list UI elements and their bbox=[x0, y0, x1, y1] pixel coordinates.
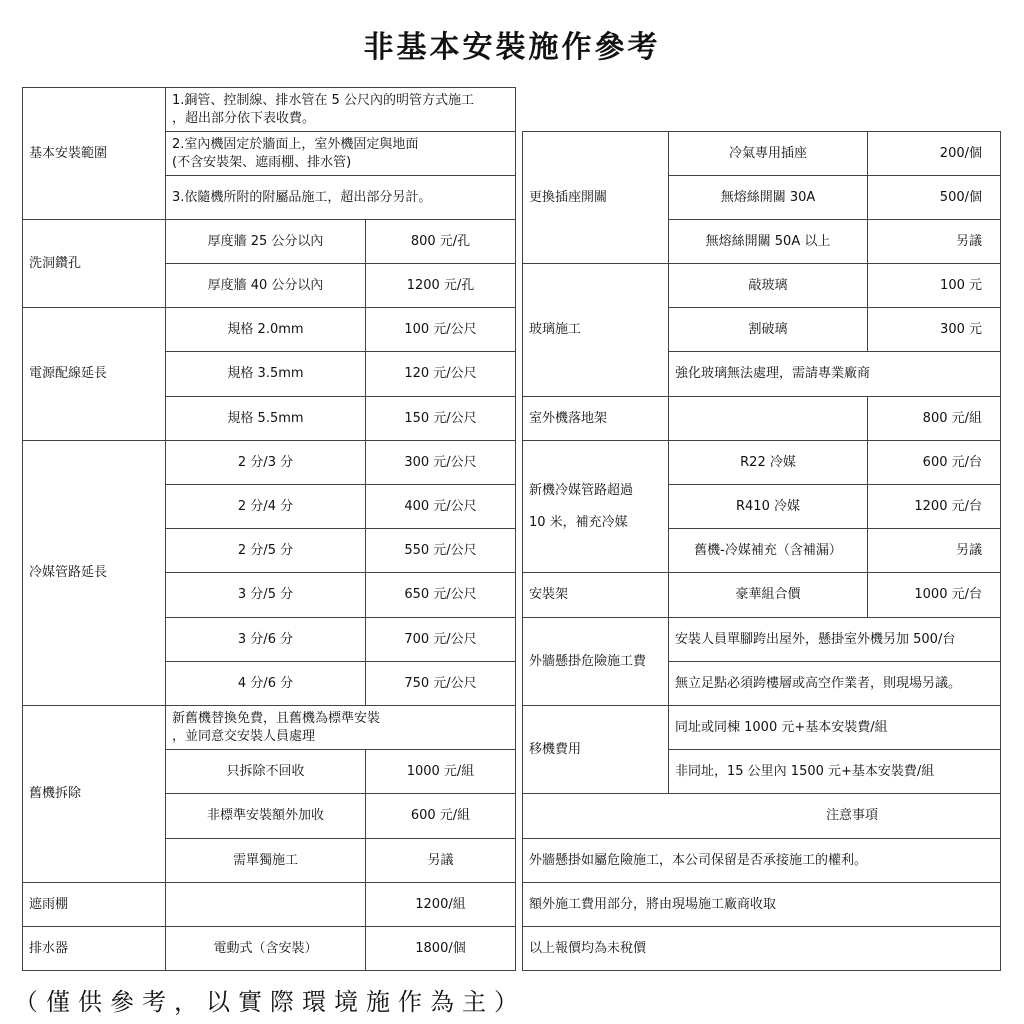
notes-item: 額外施工費用部分，將由現場施工廠商收取 bbox=[522, 882, 1001, 927]
relocation-fee-note: 非同址，15 公里內 1500 元+基本安裝費/組 bbox=[668, 749, 1001, 794]
refrigerant-pipe-item: 3 分/5 分 bbox=[165, 572, 366, 618]
basic-scope-item-1-line-a: 1.銅管、控制線、排水管在 5 公尺內的明管方式施工 bbox=[172, 92, 474, 108]
refrigerant-pipe-price: 750 元/公尺 bbox=[365, 661, 516, 706]
old-unit-removal-price: 600 元/組 bbox=[365, 793, 516, 839]
refrigerant-pipe-item: 2 分/4 分 bbox=[165, 484, 366, 529]
exterior-wall-danger-note: 安裝人員單腳跨出屋外，懸掛室外機另加 500/台 bbox=[668, 617, 1001, 662]
drill-price: 800 元/孔 bbox=[365, 219, 516, 264]
power-wire-label: 電源配線延長 bbox=[22, 307, 166, 441]
new-unit-refrigerant-label-line-b: 10 米，補充冷媒 bbox=[529, 514, 628, 530]
glass-work-price: 300 元 bbox=[867, 307, 1001, 352]
notes-header: 注意事項 bbox=[522, 793, 1001, 839]
power-wire-item: 規格 2.0mm bbox=[165, 307, 366, 352]
outdoor-stand-label: 室外機落地架 bbox=[522, 396, 669, 441]
relocation-fee-label: 移機費用 bbox=[522, 705, 669, 794]
old-unit-removal-note bbox=[165, 705, 516, 750]
mount-rack-label: 安裝架 bbox=[522, 572, 669, 618]
refrigerant-pipe-label: 冷媒管路延長 bbox=[22, 440, 166, 706]
rain-cover-label: 遮雨棚 bbox=[22, 882, 166, 927]
old-unit-removal-price: 另議 bbox=[365, 838, 516, 883]
power-wire-item: 規格 5.5mm bbox=[165, 396, 366, 441]
basic-scope-item-2 bbox=[165, 131, 516, 176]
exterior-wall-danger-label: 外牆懸掛危險施工費 bbox=[522, 617, 669, 706]
refrigerant-pipe-price: 700 元/公尺 bbox=[365, 617, 516, 662]
refrigerant-price: 600 元/台 bbox=[867, 440, 1001, 485]
outdoor-stand-price: 800 元/組 bbox=[867, 396, 1001, 441]
power-wire-price: 100 元/公尺 bbox=[365, 307, 516, 352]
rain-cover-price: 1200/組 bbox=[365, 882, 516, 927]
old-unit-removal-note-line-b: ，並同意交安裝人員處理 bbox=[172, 728, 316, 744]
refrigerant-pipe-price: 550 元/公尺 bbox=[365, 528, 516, 573]
page-title: 非基本安裝施作參考 bbox=[363, 30, 661, 65]
refrigerant-pipe-price: 400 元/公尺 bbox=[365, 484, 516, 529]
drill-item: 厚度牆 40 公分以內 bbox=[165, 263, 366, 308]
drain-pump-label: 排水器 bbox=[22, 926, 166, 971]
basic-scope-item-1-line-b: ，超出部分依下表收費。 bbox=[172, 110, 316, 126]
glass-work-item: 敲玻璃 bbox=[668, 263, 868, 308]
new-unit-refrigerant-label-line-a: 新機冷媒管路超過 bbox=[529, 482, 634, 498]
refrigerant-pipe-item: 4 分/6 分 bbox=[165, 661, 366, 706]
refrigerant-item: R410 冷媒 bbox=[668, 484, 868, 529]
socket-switch-item: 無熔絲開關 30A bbox=[668, 175, 868, 220]
footer-disclaimer: （僅供參考，以實際環境施作為主） bbox=[14, 988, 526, 1016]
refrigerant-pipe-item: 3 分/6 分 bbox=[165, 617, 366, 662]
power-wire-price: 150 元/公尺 bbox=[365, 396, 516, 441]
socket-switch-price: 另議 bbox=[867, 219, 1001, 264]
refrigerant-pipe-item: 2 分/3 分 bbox=[165, 440, 366, 485]
glass-work-note: 強化玻璃無法處理，需請專業廠商 bbox=[668, 351, 1001, 397]
notes-item: 以上報價均為未稅價 bbox=[522, 926, 1001, 971]
old-unit-removal-note-line-a: 新舊機替換免費，且舊機為標準安裝 bbox=[172, 710, 381, 726]
drill-item: 厚度牆 25 公分以內 bbox=[165, 219, 366, 264]
glass-work-label: 玻璃施工 bbox=[522, 263, 669, 397]
refrigerant-pipe-price: 650 元/公尺 bbox=[365, 572, 516, 618]
drill-label: 洗洞鑽孔 bbox=[22, 219, 166, 308]
old-unit-removal-item: 只拆除不回收 bbox=[165, 749, 366, 794]
drill-price: 1200 元/孔 bbox=[365, 263, 516, 308]
exterior-wall-danger-note: 無立足點必須跨樓層或高空作業者，則現場另議。 bbox=[668, 661, 1001, 706]
glass-work-price: 100 元 bbox=[867, 263, 1001, 308]
socket-switch-label: 更換插座開關 bbox=[522, 131, 669, 264]
old-unit-removal-price: 1000 元/組 bbox=[365, 749, 516, 794]
rain-cover-item bbox=[165, 882, 366, 927]
drain-pump-item: 電動式（含安裝） bbox=[165, 926, 366, 971]
old-unit-removal-item: 非標準安裝額外加收 bbox=[165, 793, 366, 839]
mount-rack-price: 1000 元/台 bbox=[867, 572, 1001, 618]
socket-switch-item: 冷氣專用插座 bbox=[668, 131, 868, 176]
refrigerant-pipe-price: 300 元/公尺 bbox=[365, 440, 516, 485]
drain-pump-price: 1800/個 bbox=[365, 926, 516, 971]
glass-work-item: 割破璃 bbox=[668, 307, 868, 352]
new-unit-refrigerant-label bbox=[522, 440, 669, 573]
refrigerant-price: 1200 元/台 bbox=[867, 484, 1001, 529]
notes-item: 外牆懸掛如屬危險施工，本公司保留是否承接施工的權利。 bbox=[522, 838, 1001, 883]
mount-rack-item: 豪華組合價 bbox=[668, 572, 868, 618]
socket-switch-item: 無熔絲開關 50A 以上 bbox=[668, 219, 868, 264]
outdoor-stand-item bbox=[668, 396, 868, 441]
refrigerant-pipe-item: 2 分/5 分 bbox=[165, 528, 366, 573]
refrigerant-item: 舊機-冷媒補充（含補漏） bbox=[668, 528, 868, 573]
refrigerant-item: R22 冷媒 bbox=[668, 440, 868, 485]
socket-switch-price: 200/個 bbox=[867, 131, 1001, 176]
basic-scope-item-2-line-a: 2.室內機固定於牆面上，室外機固定與地面 bbox=[172, 136, 419, 152]
relocation-fee-note: 同址或同棟 1000 元+基本安裝費/組 bbox=[668, 705, 1001, 750]
power-wire-price: 120 元/公尺 bbox=[365, 351, 516, 397]
basic-scope-item-3: 3.依隨機所附的附屬品施工，超出部分另計。 bbox=[165, 175, 516, 220]
power-wire-item: 規格 3.5mm bbox=[165, 351, 366, 397]
old-unit-removal-label: 舊機拆除 bbox=[22, 705, 166, 883]
basic-scope-item-2-line-b: (不含安裝架、遮雨棚、排水管) bbox=[172, 154, 352, 170]
refrigerant-price: 另議 bbox=[867, 528, 1001, 573]
basic-scope-item-1 bbox=[165, 87, 516, 132]
basic-scope-label: 基本安裝範圍 bbox=[22, 87, 166, 220]
old-unit-removal-item: 需單獨施工 bbox=[165, 838, 366, 883]
socket-switch-price: 500/個 bbox=[867, 175, 1001, 220]
